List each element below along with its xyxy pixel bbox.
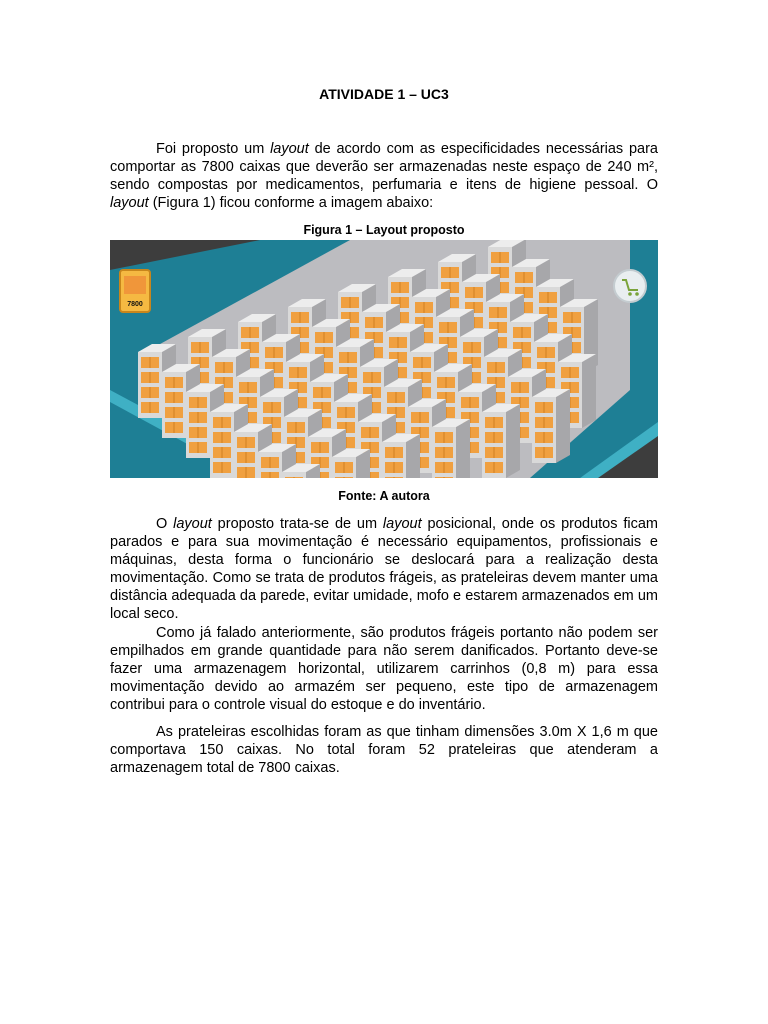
layout-text-2: proposto trata-se de um [211,516,383,532]
intro-text-1: Foi proposto um [156,141,271,157]
shelf-unit [532,389,570,463]
shelves-paragraph: As prateleiras escolhidas foram as que tinham dimensões 3.0m X 1,6 m que comportava 150 caixas. No total foram 52 prateleiras que atenderam a armazenagem total de 7800 caixas. [110,724,658,776]
intro-text-2: de acordo com as especificidades necessárias para comportar as 7800 caixas que deverão ser armazenadas neste espaço de 240 m², sendo compostas por medicamentos, perfumaria e itens de higiene pessoal. O [110,141,658,193]
cart-icon [614,270,646,302]
intro-italic-1: layout [270,141,309,157]
warehouse-layout-figure [110,240,658,478]
layout-text-1: O [156,516,174,532]
badge-label: 7800 [127,301,143,308]
figure-caption: Figura 1 – Layout proposto [303,223,465,237]
layout-italic-1: layout [173,516,212,532]
intro-italic-2: layout [110,195,149,211]
intro-paragraph [110,140,658,212]
intro-text-3: (Figura 1) ficou conforme a imagem abaixo: [148,195,434,211]
document-title: ATIVIDADE 1 – UC3 [319,86,449,102]
shelf-unit [382,434,420,478]
capacity-badge [120,270,150,312]
storage-paragraph: Como já falado anteriormente, são produtos frágeis portanto não podem ser empilhados em grande quantidade para não serem danificados. Portanto deve-se fazer uma armazenagem horizontal, utilizarem carrinhos (0,8 m) para essa movimentação devido ao armazém ser pequeno, este tipo de armazenagem contribui para o controle visual do estoque e do inventário. [110,625,658,713]
layout-paragraph [110,515,658,623]
layout-italic-2: layout [382,516,422,532]
warehouse-illustration [110,240,658,478]
shelf-unit [432,419,470,478]
layout-text-3: posicional, onde os produtos ficam parados e para sua movimentação é necessário equipamentos, profissionais e máquinas, desta forma o funcionário se deslocará para a realização desta movimentação. Como se trata de produtos frágeis, as prateleiras devem manter uma distância adequada da parede, evitar umidade, mofo e estarem armazenados em um local seco. [110,516,658,622]
figure-source: Fonte: A autora [338,489,430,503]
shelf-unit [482,404,520,478]
